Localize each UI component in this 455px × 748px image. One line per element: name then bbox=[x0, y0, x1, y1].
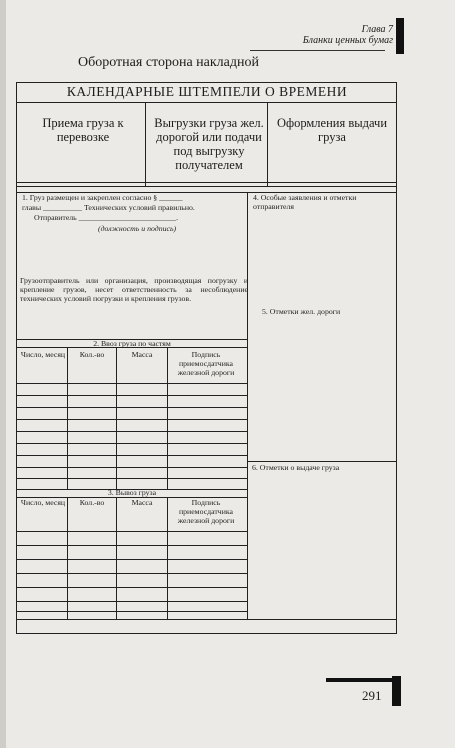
footer-marker bbox=[392, 676, 401, 706]
s3-row-rule bbox=[17, 559, 247, 560]
form-bottom-rule bbox=[17, 619, 396, 620]
stamps-divider bbox=[17, 182, 396, 183]
stamp-col-issue: Оформления выдачи груза bbox=[276, 116, 388, 144]
s3-row-rule bbox=[17, 573, 247, 574]
stamp-col-sep-1 bbox=[145, 102, 146, 186]
s3-col-date: Число, месяц bbox=[20, 498, 66, 507]
section6-title: 6. Отметки о выдаче груза bbox=[252, 463, 340, 472]
s2-row-rule bbox=[17, 419, 247, 420]
s3-col-qty: Кол.-во bbox=[79, 498, 105, 507]
s2-row-rule bbox=[17, 407, 247, 408]
s2-row-rule bbox=[17, 467, 247, 468]
section2-title: 2. Ввоз груза по частям bbox=[93, 339, 171, 348]
chapter-number: Глава 7 bbox=[361, 24, 393, 35]
s2-row-rule bbox=[17, 431, 247, 432]
section1-line2: главы __________ Технических условий правильно. bbox=[22, 203, 195, 212]
s3-row-rule bbox=[17, 545, 247, 546]
page-subtitle: Оборотная сторона накладной bbox=[78, 55, 259, 70]
s2-col-date: Число, месяц bbox=[20, 350, 66, 359]
s2-col-signature: Подпись приемосдатчика железной дороги bbox=[177, 350, 235, 377]
s3-row-rule bbox=[17, 587, 247, 588]
section5-title: 5. Отметки жел. дороги bbox=[262, 307, 341, 316]
s2-row-rule bbox=[17, 455, 247, 456]
section1-line3: Отправитель _________________________. bbox=[34, 213, 179, 222]
section3-title: 3. Вывоз груза bbox=[107, 488, 157, 497]
s3-col-mass: Масса bbox=[131, 498, 153, 507]
s3-head-bottom bbox=[17, 531, 247, 532]
s2-col-mass: Масса bbox=[131, 350, 153, 359]
chapter-title: Бланки ценных бумаг bbox=[302, 35, 393, 46]
stamps-title: КАЛЕНДАРНЫЕ ШТЕМПЕЛИ О ВРЕМЕНИ bbox=[66, 84, 348, 99]
section1-responsibility: Грузоотправитель или организация, производящая погрузку и крепление грузов, несет ответственность за несоблюдение технических условий погрузки и крепления грузов. bbox=[20, 276, 248, 304]
stamp-col-acceptance: Приема груза к перевозке bbox=[42, 116, 124, 144]
chapter-marker bbox=[396, 18, 404, 54]
section4-title: 4. Особые заявления и отметки отправителя bbox=[253, 193, 357, 212]
page-edge bbox=[0, 0, 6, 748]
stamps-divider-2 bbox=[17, 186, 396, 187]
s2-head-bottom bbox=[17, 383, 247, 384]
section1-line1: 1. Груз размещен и закреплен согласно § ______ bbox=[22, 193, 183, 202]
stamp-col-unloading: Выгрузки груза жел. дорогой или подачи под выгрузку получателем bbox=[154, 116, 264, 172]
footer-rule bbox=[326, 678, 392, 682]
header-rule bbox=[250, 50, 385, 51]
s2-row-rule bbox=[17, 395, 247, 396]
s2-row-rule bbox=[17, 478, 247, 479]
s3-row-rule bbox=[17, 601, 247, 602]
s3-row-rule bbox=[17, 611, 247, 612]
title-divider bbox=[17, 102, 396, 103]
section1-caption: (должность и подпись) bbox=[98, 224, 177, 233]
s2-row-rule bbox=[17, 443, 247, 444]
lower-col-divider bbox=[247, 192, 248, 619]
chapter-header bbox=[303, 24, 393, 46]
s2-col-qty: Кол.-во bbox=[79, 350, 105, 359]
page-number: 291 bbox=[362, 688, 382, 703]
s3-col-signature: Подпись приемосдатчика железной дороги bbox=[177, 498, 235, 525]
s6-top-rule bbox=[247, 461, 396, 462]
